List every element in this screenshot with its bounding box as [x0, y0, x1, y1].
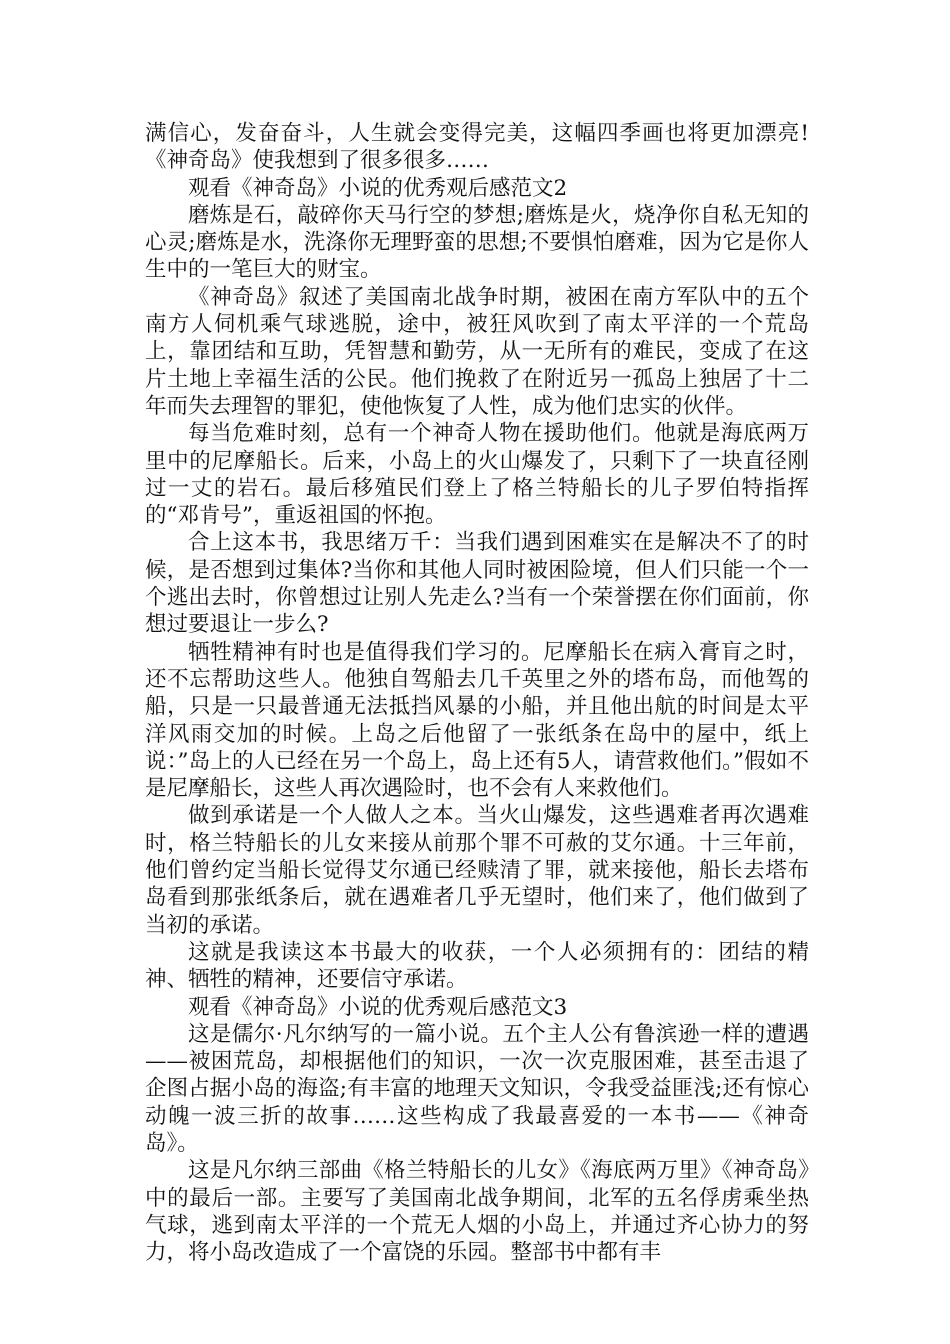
document-body: [145, 120, 809, 1266]
paragraph: 牺牲精神有时也是值得我们学习的。尼摩船长在病入膏肓之时，还不忘帮助这些人。他独自驾船去几千英里之外的塔布岛，而他驾的船，只是一只最普通无法抵挡风暴的小船，并且他出航的时间是太平洋风雨交加的时候。上岛之后他留了一张纸条在岛中的屋中，纸上说：”岛上的人已经在另一个岛上，岛上还有5人，请营救他们。”假如不是尼摩船长，这些人再次遇险时，也不会有人来救他们。: [145, 639, 809, 802]
paragraph: 这是儒尔·凡尔纳写的一篇小说。五个主人公有鲁滨逊一样的遭遇——被困荒岛，却根据他们的知识，一次一次克服困难，甚至击退了企图占据小岛的海盗;有丰富的地理天文知识，令我受益匪浅;还有惊心动魄一波三折的故事……这些构成了我最喜爱的一本书——《神奇岛》。: [145, 1021, 809, 1156]
paragraph: 《神奇岛》叙述了美国南北战争时期，被困在南方军队中的五个南方人伺机乘气球逃脱，途中，被狂风吹到了南太平洋的一个荒岛上，靠团结和互助，凭智慧和勤劳，从一无所有的难民，变成了在这片土地上幸福生活的公民。他们挽救了在附近另一孤岛上独居了十二年而失去理智的罪犯，使他恢复了人性，成为他们忠实的伙伴。: [145, 284, 809, 419]
paragraph: 每当危难时刻，总有一个神奇人物在援助他们。他就是海底两万里中的尼摩船长。后来，小岛上的火山爆发了，只剩下了一块直径刚过一丈的岩石。最后移殖民们登上了格兰特船长的儿子罗伯特指挥的“邓肯号”，重返祖国的怀抱。: [145, 421, 809, 529]
section-heading: 观看《神奇岛》小说的优秀观后感范文3: [188, 994, 568, 1020]
paragraph: 磨炼是石，敲碎你天马行空的梦想;磨炼是火，烧净你自私无知的心灵;磨炼是水，洗涤你无理野蛮的思想;不要惧怕磨难，因为它是你人生中的一笔巨大的财宝。: [145, 202, 809, 283]
paragraph: 这就是我读这本书最大的收获，一个人必须拥有的：团结的精神、牺牲的精神，还要信守承诺。: [145, 939, 809, 993]
paragraph: 这是凡尔纳三部曲《格兰特船长的儿女》《海底两万里》《神奇岛》中的最后一部。主要写了美国南北战争期间，北军的五名俘虏乘坐热气球，逃到南太平洋的一个荒无人烟的小岛上，并通过齐心协力的努力，将小岛改造成了一个富饶的乐园。整部书中都有丰: [145, 1158, 809, 1266]
paragraph: 满信心，发奋奋斗，人生就会变得完美，这幅四季画也将更加漂亮!《神奇岛》使我想到了很多很多……: [145, 121, 809, 174]
paragraph: 合上这本书，我思绪万千：当我们遇到困难实在是解决不了的时候，是否想到过集体?当你和其他人同时被困险境，但人们只能一个一个逃出去时，你曾想过让别人先走么?当有一个荣誉摆在你们面前，你想过要退让一步么?: [145, 530, 809, 638]
paragraph: 做到承诺是一个人做人之本。当火山爆发，这些遇难者再次遇难时，格兰特船长的儿女来接从前那个罪不可赦的艾尔通。十三年前，他们曾约定当船长觉得艾尔通已经赎清了罪，就来接他，船长去塔布岛看到那张纸条后，就在遇难者几乎无望时，他们来了，他们做到了当初的承诺。: [145, 803, 809, 938]
section-heading: 观看《神奇岛》小说的优秀观后感范文2: [188, 175, 568, 201]
